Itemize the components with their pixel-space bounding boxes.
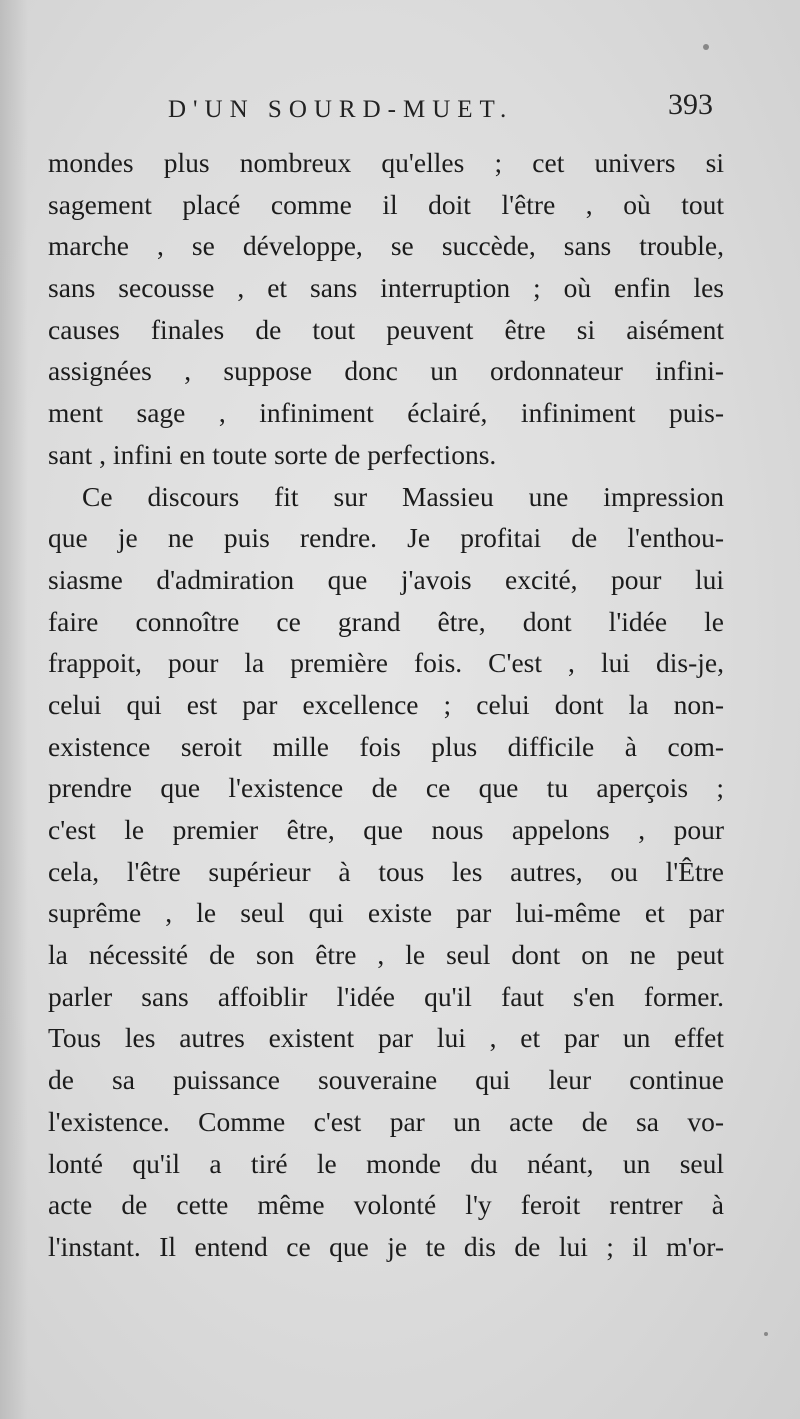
text-line: lonté qu'il a tiré le monde du néant, un seul [48,1147,724,1179]
text-line: sant , infini en toute sorte de perfections. [48,438,497,470]
page-number: 393 [668,88,713,121]
text-line: l'instant. Il entend ce que je te dis de lui ; il m'or- [48,1230,724,1262]
text-line: existence seroit mille fois plus difficile à com- [48,730,724,762]
text-line: causes finales de tout peuvent être si aisément [48,313,724,345]
ink-speck [703,44,709,50]
text-line: Tous les autres existent par lui , et par un effet [48,1022,724,1054]
text-line: sagement placé comme il doit l'être , où tout [48,188,724,220]
text-line: assignées , suppose donc un ordonnateur infini- [48,355,724,387]
text-line: Ce discours fit sur Massieu une impression [82,480,724,512]
text-line: acte de cette même volonté l'y feroit rentrer à [48,1189,724,1221]
body-text [48,142,724,1268]
ink-speck [764,1332,768,1336]
text-line: siasme d'admiration que j'avois excité, pour lui [48,563,724,595]
text-line: prendre que l'existence de ce que tu aperçois ; [48,772,724,804]
text-line: ment sage , infiniment éclairé, infiniment puis- [48,397,724,429]
text-line: c'est le premier être, que nous appelons , pour [48,814,724,845]
text-line: que je ne puis rendre. Je profitai de l'enthou- [48,522,724,554]
running-head: D'UN SOURD-MUET. [168,96,514,123]
text-line: sans secousse , et sans interruption ; où enfin les [48,272,724,304]
text-line: la nécessité de son être , le seul dont on ne peut [48,939,724,971]
text-line: l'existence. Comme c'est par un acte de sa vo- [48,1105,724,1137]
text-line: parler sans affoiblir l'idée qu'il faut s'en former. [48,980,724,1012]
text-line: frappoit, pour la première fois. C'est , lui dis-je, [48,647,724,679]
text-line: suprême , le seul qui existe par lui-même et par [48,897,724,929]
text-line: faire connoître ce grand être, dont l'idée le [48,605,724,637]
text-line: cela, l'être supérieur à tous les autres, ou l'Être [48,855,724,887]
text-line: marche , se développe, se succède, sans trouble, [48,230,724,262]
spine-shadow [0,0,28,1419]
text-line: de sa puissance souveraine qui leur continue [48,1064,724,1096]
text-line: mondes plus nombreux qu'elles ; cet univers si [48,147,724,178]
text-line: celui qui est par excellence ; celui dont la non- [48,688,724,720]
